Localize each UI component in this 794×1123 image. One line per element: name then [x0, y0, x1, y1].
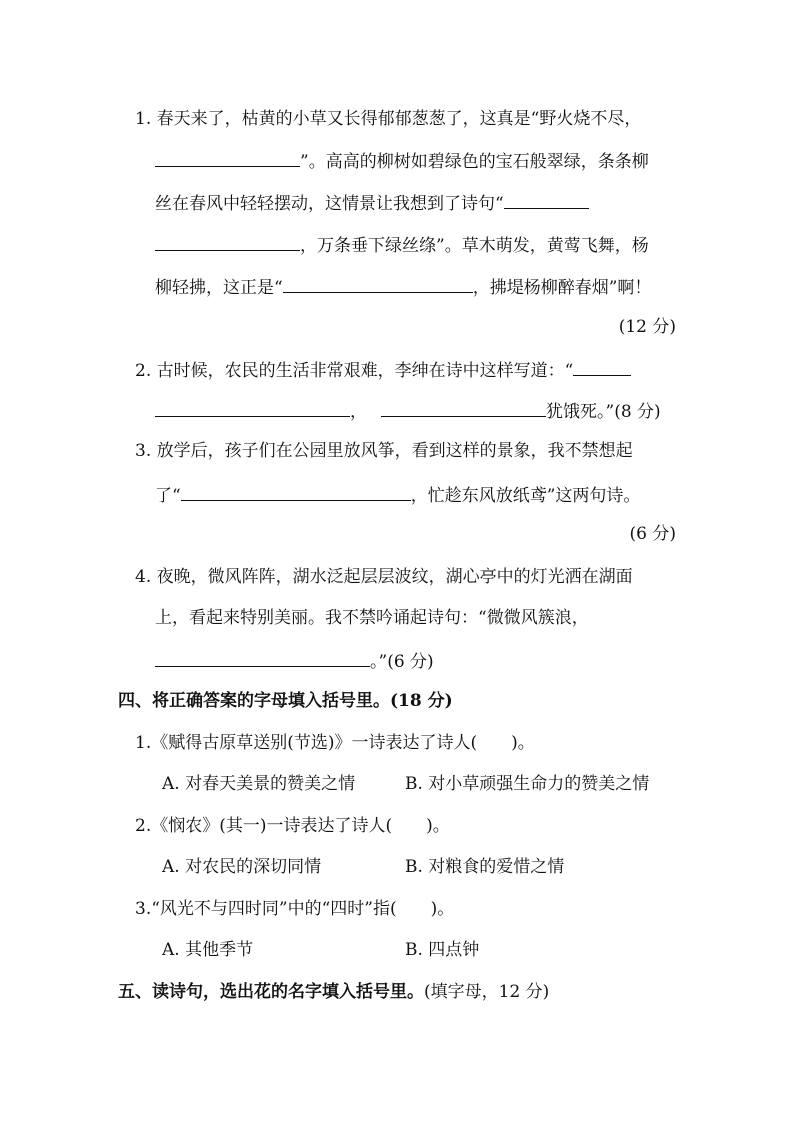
answer-blank[interactable] — [155, 232, 300, 251]
sec4-q3: 3.“风光不与四时同”中的“四时”指( )。 — [135, 899, 455, 919]
q1-line-3: 丝在春风中轻轻摆动，这情景让我想到了诗句“ — [155, 190, 589, 215]
answer-blank[interactable] — [381, 398, 546, 417]
sec4-q1-option-a[interactable]: A. 对春天美景的赞美之情 — [162, 774, 356, 794]
q2-line-1: 2. 古时候，农民的生活非常艰难，李绅在诗中这样写道：“ — [135, 357, 631, 382]
q3-score: (6 分) — [629, 524, 676, 544]
q2-number: 2. — [135, 361, 152, 381]
q1-line-5: 柳轻拂，这正是“ ，拂堤杨柳醉春烟”啊！ — [155, 274, 651, 299]
q1-score: (12 分) — [618, 317, 676, 337]
q3-line-1: 3. 放学后，孩子们在公园里放风筝，看到这样的景象，我不禁想起 — [135, 441, 633, 461]
sec4-q2-option-a[interactable]: A. 对农民的深切同情 — [162, 857, 322, 877]
answer-blank[interactable] — [283, 274, 473, 293]
sec4-q1: 1.《赋得古原草送别(节选)》一诗表达了诗人( )。 — [135, 733, 535, 753]
q1-line-4: ，万条垂下绿丝绦”。草木萌发，黄莺飞舞，杨 — [155, 232, 649, 257]
sec4-q2: 2.《悯农》(其一)一诗表达了诗人( )。 — [135, 816, 450, 836]
answer-blank[interactable] — [155, 398, 350, 417]
q4-line-3: 。”(6 分) — [155, 648, 434, 673]
answer-blank[interactable] — [155, 148, 300, 167]
sec4-q3-option-a[interactable]: A. 其他季节 — [162, 940, 254, 960]
q1-number: 1. — [135, 109, 152, 129]
q1-line-2: ”。高高的柳树如碧绿色的宝石般翠绿，条条柳 — [155, 148, 649, 173]
section-4-heading: 四、将正确答案的字母填入括号里。(18 分) — [118, 691, 453, 711]
q4-line-2: 上，看起来特别美丽。我不禁吟诵起诗句：“微微风簇浪， — [155, 608, 589, 628]
q3-line-2: 了“ ，忙趁东风放纸鸢”这两句诗。 — [155, 482, 640, 507]
answer-blank[interactable] — [181, 482, 411, 501]
answer-blank[interactable] — [155, 648, 370, 667]
q2-line-2: ， 犹饿死。”(8 分) — [155, 398, 661, 423]
section-5-title: 五、读诗句，选出花的名字填入括号里。 — [118, 982, 424, 1002]
q1-line-1: 1. 春天来了，枯黄的小草又长得郁郁葱葱了，这真是“野火烧不尽， — [135, 109, 642, 129]
section-5-note: (填字母，12 分) — [424, 982, 550, 1002]
sec4-q2-option-b[interactable]: B. 对粮食的爱惜之情 — [405, 857, 565, 877]
sec4-q3-option-b[interactable]: B. 四点钟 — [405, 940, 480, 960]
section-5-heading — [118, 981, 549, 1003]
answer-blank[interactable] — [573, 357, 631, 376]
sec4-q1-option-b[interactable]: B. 对小草顽强生命力的赞美之情 — [405, 774, 650, 794]
q4-number: 4. — [135, 567, 152, 587]
answer-blank[interactable] — [504, 190, 589, 209]
q3-number: 3. — [135, 441, 152, 461]
q4-line-1: 4. 夜晚，微风阵阵，湖水泛起层层波纹，湖心亭中的灯光洒在湖面 — [135, 567, 633, 587]
